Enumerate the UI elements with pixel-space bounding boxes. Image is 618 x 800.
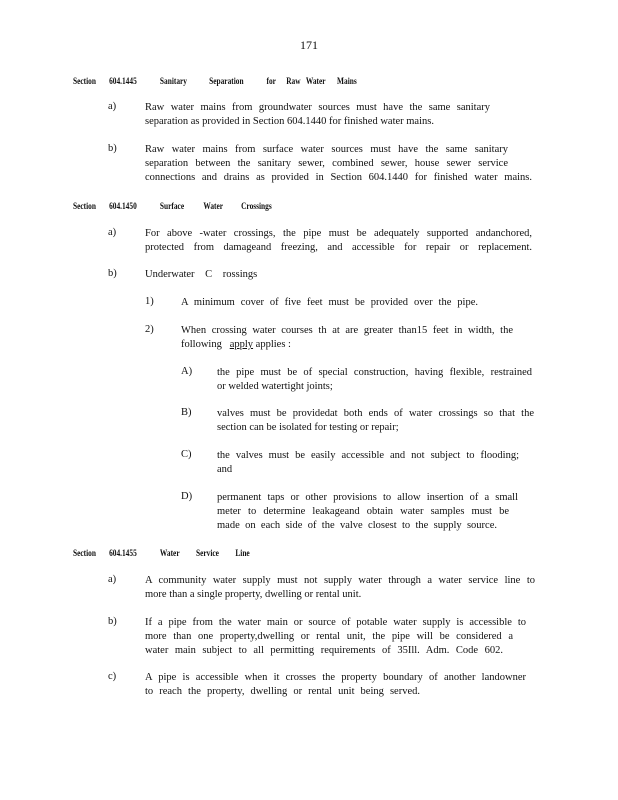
section-label: Section (73, 76, 96, 86)
paragraph-1450-a: For above -water crossings, the pipe must be adequately supported andanchored, protected from damageand freezing, and accessible for repair or replacement. (145, 228, 532, 253)
paragraph-1450-b-2-C: the valves must be easily accessible and not subject to flooding; and (217, 450, 519, 475)
section-heading-604-1445: Section 604.1445 Sanitary Separation for Raw Water Mains (73, 76, 357, 86)
item-label: c) (108, 671, 117, 682)
section-heading-604-1450: Section 604.1450 Surface Water Crossings (73, 201, 272, 211)
section-number: 604.1450 (109, 201, 137, 211)
item-label: C) (181, 449, 192, 460)
paragraph-1450-b-2-A: the pipe must be of special construction, having flexible, restrained or welded watertight joints; (217, 367, 532, 392)
item-label: b) (108, 143, 117, 154)
paragraph-1450-b-2: When crossing water courses th at are greater than15 feet in width, the following apply applies : (181, 325, 513, 350)
page-number: 171 (300, 38, 318, 52)
section-label: Section (73, 548, 96, 558)
section-label: Section (73, 201, 96, 211)
section-heading-604-1455: Section 604.1455 Water Service Line (73, 548, 250, 558)
paragraph-1450-b: Underwater C rossings (145, 269, 258, 280)
item-label: a) (108, 227, 117, 238)
paragraph-1450-b-2-D: permanent taps or other provisions to allow insertion of a small meter to determine leakageand obtain water samples must be made on each side of the valve closest to the supply source. (217, 492, 518, 531)
section-number: 604.1445 (109, 76, 137, 86)
item-label: 1) (145, 296, 154, 307)
item-label: 2) (145, 324, 154, 335)
paragraph-1445-a: Raw water mains from groundwater sources must have the same sanitary separation as provided in Section 604.1440 for finished water mains. (145, 102, 490, 127)
item-label: a) (108, 574, 117, 585)
paragraph-1450-b-1: A minimum cover of five feet must be provided over the pipe. (181, 297, 478, 308)
paragraph-1455-b: If a pipe from the water main or source of potable water supply is accessible to more than one property,dwelling or rental unit, the pipe will be considered a water main subject to all permitting requirements of 35Ill. Adm. Code 602. (145, 617, 526, 656)
paragraph-1455-a: A community water supply must not supply water through a water service line to more than a single property, dwelling or rental unit. (145, 575, 535, 600)
struck-word: apply (229, 339, 254, 350)
item-label: b) (108, 268, 117, 279)
paragraph-1455-c: A pipe is accessible when it crosses the property boundary of another landowner to reach the property, dwelling or rental unit being served. (145, 672, 526, 697)
item-label: a) (108, 101, 117, 112)
item-label: A) (181, 366, 193, 377)
paragraph-1450-b-2-B: valves must be providedat both ends of water crossings so that the section can be isolated for testing or repair; (217, 408, 534, 433)
section-number: 604.1455 (109, 548, 137, 558)
paragraph-1445-b: Raw water mains from surface water sources must have the same sanitary separation between the sanitary sewer, combined sewer, house sewer service connections and drains as provided in Section 604.1440 for finished water mains. (145, 144, 532, 183)
item-label: b) (108, 616, 117, 627)
item-label: B) (181, 407, 192, 418)
item-label: D) (181, 491, 193, 502)
